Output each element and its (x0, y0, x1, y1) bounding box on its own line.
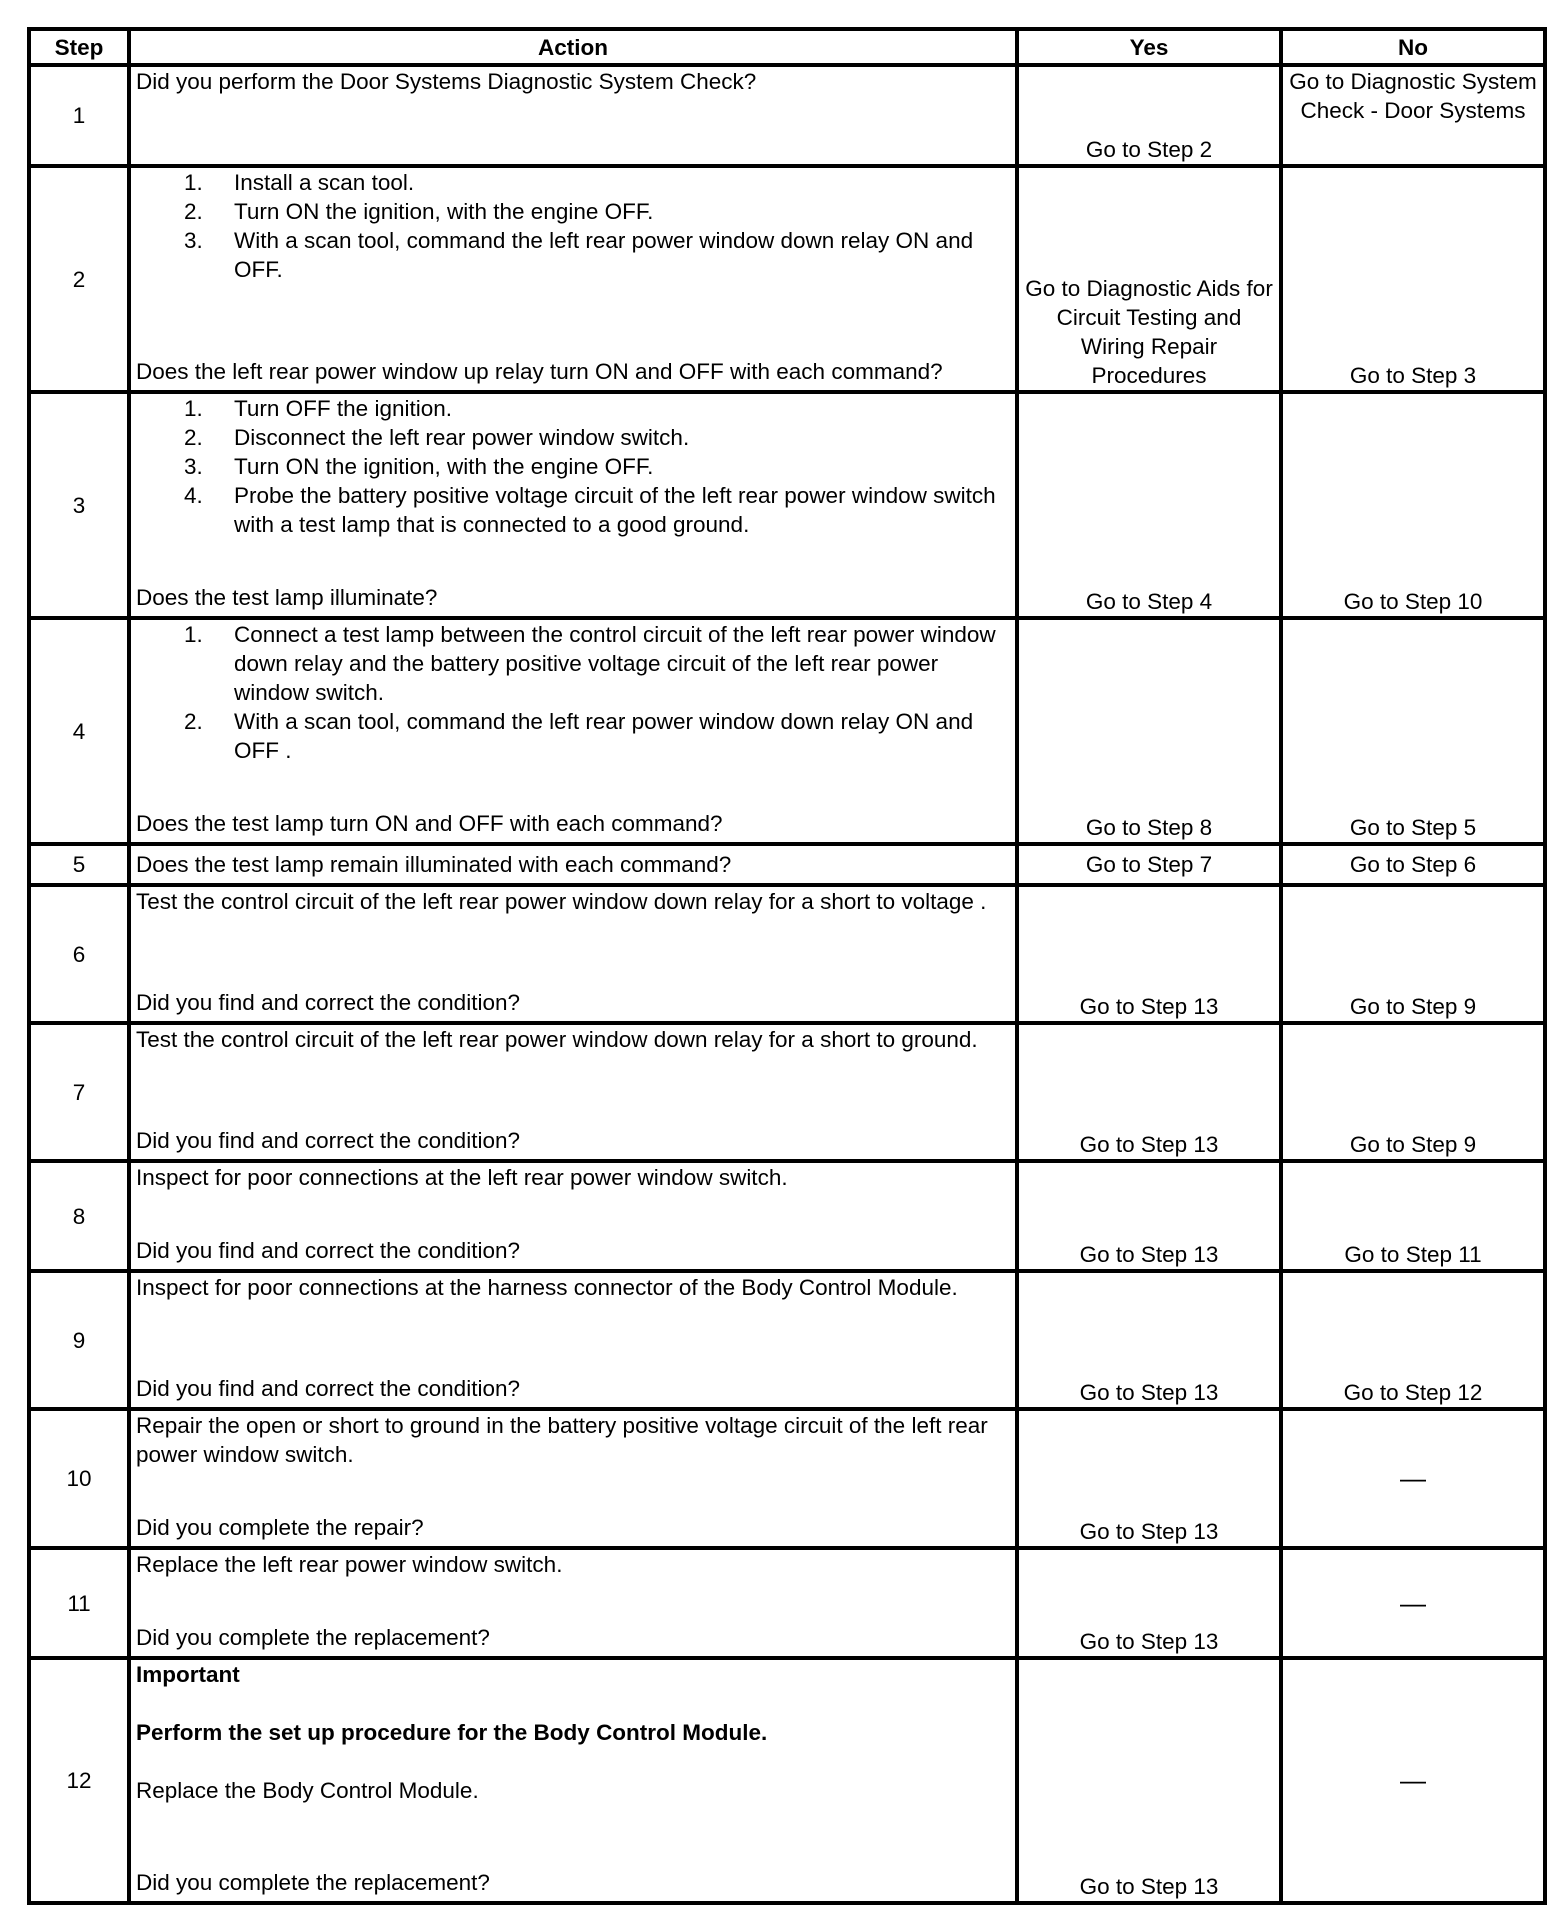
yes-cell: Go to Step 13 (1017, 1271, 1281, 1409)
step-number: 8 (29, 1161, 129, 1271)
no-cell: Go to Diagnostic System Check - Door Systems (1281, 65, 1545, 166)
step-number: 7 (29, 1023, 129, 1161)
action-text: Inspect for poor connections at the harness connector of the Body Control Module. (136, 1275, 958, 1300)
action-text: Replace the Body Control Module. (136, 1778, 479, 1803)
action-cell (129, 1548, 1017, 1658)
no-cell: — (1281, 1409, 1545, 1548)
list-item: 3. With a scan tool, command the left rear power window down relay ON and OFF. (184, 228, 974, 282)
action-cell (129, 1023, 1017, 1161)
step-number: 5 (29, 844, 129, 885)
table-row (29, 166, 1545, 392)
step-number: 10 (29, 1409, 129, 1548)
action-cell (129, 1658, 1017, 1903)
instruction-list (136, 168, 1010, 284)
no-cell: Go to Step 11 (1281, 1161, 1545, 1271)
question-text: Did you complete the replacement? (136, 1625, 490, 1650)
question-text: Does the left rear power window up relay turn ON and OFF with each command? (136, 359, 943, 384)
header-action: Action (129, 29, 1017, 65)
action-text: Test the control circuit of the left rear power window down relay for a short to voltage . (136, 889, 987, 914)
no-cell: — (1281, 1658, 1545, 1903)
list-item: 2. Disconnect the left rear power window switch. (184, 425, 690, 450)
header-step: Step (29, 29, 129, 65)
no-cell: Go to Step 12 (1281, 1271, 1545, 1409)
yes-cell: Go to Step 13 (1017, 1409, 1281, 1548)
action-cell (129, 392, 1017, 618)
yes-cell: Go to Diagnostic Aids for Circuit Testing and Wiring Repair Procedures (1017, 166, 1281, 392)
table-row (29, 1023, 1545, 1161)
table-row (29, 1548, 1545, 1658)
diagnostic-table (27, 27, 1547, 1905)
no-cell: Go to Step 3 (1281, 166, 1545, 392)
important-text: Perform the set up procedure for the Body Control Module. (136, 1720, 768, 1745)
list-item: 2. With a scan tool, command the left rear power window down relay ON and OFF . (184, 709, 974, 763)
action-cell (129, 618, 1017, 844)
action-cell (129, 166, 1017, 392)
yes-cell: Go to Step 13 (1017, 1023, 1281, 1161)
no-cell: Go to Step 5 (1281, 618, 1545, 844)
table-row (29, 65, 1545, 166)
step-number: 2 (29, 166, 129, 392)
step-number: 1 (29, 65, 129, 166)
question-text: Does the test lamp turn ON and OFF with each command? (136, 811, 723, 836)
question-text: Did you find and correct the condition? (136, 990, 520, 1015)
step-number: 6 (29, 885, 129, 1023)
step-number: 4 (29, 618, 129, 844)
question-text: Did you find and correct the condition? (136, 1238, 520, 1263)
table-row (29, 1409, 1545, 1548)
instruction-list (136, 394, 1010, 539)
header-no: No (1281, 29, 1545, 65)
no-cell: Go to Step 6 (1281, 844, 1545, 885)
table-row (29, 1161, 1545, 1271)
list-item: 1. Connect a test lamp between the control circuit of the left rear power window down relay and the battery positive voltage circuit of the left rear power window switch. (184, 622, 996, 705)
action-text: Did you perform the Door Systems Diagnostic System Check? (136, 69, 757, 94)
step-number: 12 (29, 1658, 129, 1903)
yes-cell: Go to Step 13 (1017, 885, 1281, 1023)
step-number: 3 (29, 392, 129, 618)
header-yes: Yes (1017, 29, 1281, 65)
yes-cell: Go to Step 8 (1017, 618, 1281, 844)
list-item: 2. Turn ON the ignition, with the engine OFF. (184, 199, 654, 224)
question-text: Did you complete the repair? (136, 1515, 424, 1540)
no-cell: — (1281, 1548, 1545, 1658)
important-block (136, 1660, 1010, 1805)
list-item: 1. Turn OFF the ignition. (184, 396, 453, 421)
question-text: Did you find and correct the condition? (136, 1376, 520, 1401)
yes-cell: Go to Step 4 (1017, 392, 1281, 618)
list-item: 4. Probe the battery positive voltage circuit of the left rear power window switch with a test lamp that is connected to a good ground. (184, 483, 996, 537)
yes-cell: Go to Step 13 (1017, 1658, 1281, 1903)
table-row (29, 885, 1545, 1023)
list-item: 3. Turn ON the ignition, with the engine OFF. (184, 454, 654, 479)
step-number: 11 (29, 1548, 129, 1658)
yes-cell: Go to Step 13 (1017, 1161, 1281, 1271)
table-row (29, 1271, 1545, 1409)
action-text: Replace the left rear power window switch. (136, 1552, 563, 1577)
header-row (29, 29, 1545, 65)
table-row (29, 844, 1545, 885)
question-text: Does the test lamp illuminate? (136, 585, 438, 610)
yes-cell: Go to Step 2 (1017, 65, 1281, 166)
action-cell (129, 1161, 1017, 1271)
important-heading: Important (136, 1662, 240, 1687)
action-cell (129, 844, 1017, 885)
yes-cell: Go to Step 7 (1017, 844, 1281, 885)
question-text: Did you find and correct the condition? (136, 1128, 520, 1153)
action-text: Test the control circuit of the left rear power window down relay for a short to ground. (136, 1027, 978, 1052)
table-row (29, 1658, 1545, 1903)
action-cell (129, 1271, 1017, 1409)
no-cell: Go to Step 10 (1281, 392, 1545, 618)
action-cell (129, 65, 1017, 166)
action-text: Inspect for poor connections at the left rear power window switch. (136, 1165, 788, 1190)
list-item: 1. Install a scan tool. (184, 170, 415, 195)
no-cell: Go to Step 9 (1281, 885, 1545, 1023)
action-cell (129, 885, 1017, 1023)
question-text: Did you complete the replacement? (136, 1870, 490, 1895)
table-row (29, 618, 1545, 844)
yes-cell: Go to Step 13 (1017, 1548, 1281, 1658)
no-cell: Go to Step 9 (1281, 1023, 1545, 1161)
table-row (29, 392, 1545, 618)
action-cell (129, 1409, 1017, 1548)
step-number: 9 (29, 1271, 129, 1409)
instruction-list (136, 620, 1010, 765)
action-text: Does the test lamp remain illuminated with each command? (136, 852, 732, 877)
action-text: Repair the open or short to ground in the battery positive voltage circuit of the left rear power window switch. (136, 1413, 988, 1467)
